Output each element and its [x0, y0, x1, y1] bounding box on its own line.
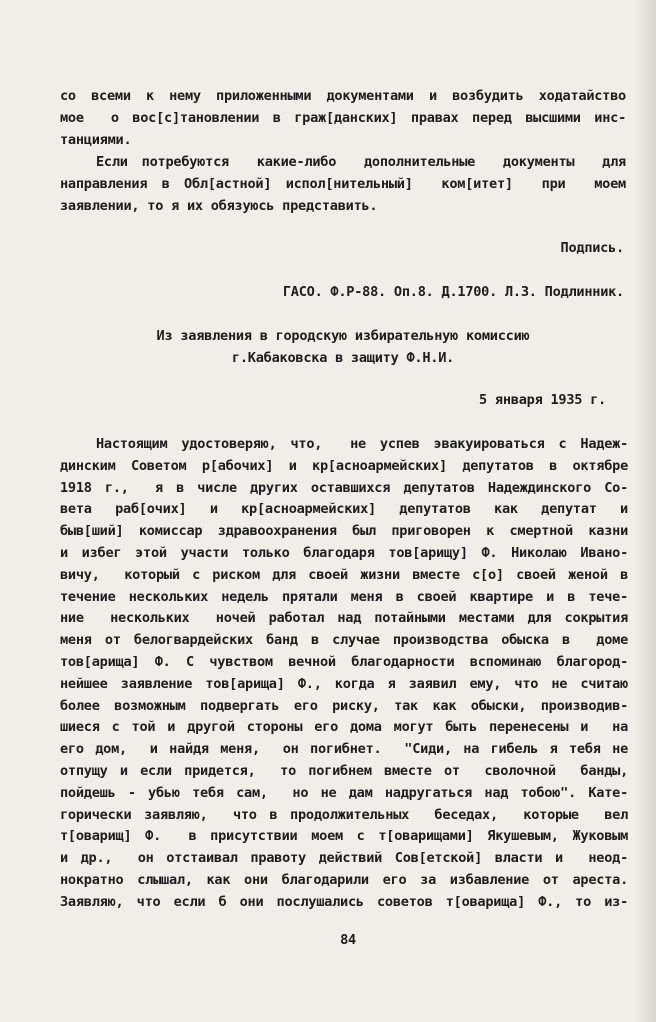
text-line: Настоящим удостоверяю, что, не успев эвакуироваться с Надеж-	[96, 436, 628, 452]
page-edge-shadow	[634, 0, 656, 1022]
text-line: со всеми к нему приложенными документами и возбудить ходатайство	[60, 88, 626, 104]
page-number: 84	[340, 932, 356, 948]
document-date: 5 января 1935 г.	[479, 392, 606, 408]
text-line: более возможным подвергать его риску, так как обыски, производив-	[60, 697, 628, 714]
signature: Подпись.	[560, 240, 624, 256]
text-line: тов[арища] Ф. С чувством вечной благодарности вспоминаю благород-	[60, 654, 628, 670]
text-line: вичу, который с риском для своей жизни вместе с[о] своей женой в	[60, 566, 628, 583]
text-line: и др., он отстаивал правоту действий Сов[етской] власти и неод-	[60, 850, 628, 867]
text-line: течение нескольких недель прятали меня в своей квартире и в тече-	[60, 588, 628, 605]
text-line: нейшее заявление тов[арища] Ф., когда я заявил ему, что не считаю	[60, 675, 628, 692]
paragraph-1	[60, 88, 626, 152]
text-line: ние нескольких ночей работал над потайными местами для сокрытия	[60, 610, 628, 627]
archive-reference: ГАСО. Ф.Р-88. Оп.8. Д.1700. Л.3. Подлинник.	[282, 284, 624, 300]
text-line: отпущу и если придется, то погибнем вместе от сволочной банды,	[60, 763, 628, 779]
text-line: его дом, и найдя меня, он погибнет. "Сиди, на гибель я тебя не	[60, 741, 628, 758]
paragraph-3	[60, 436, 628, 916]
text-line: танциями.	[60, 132, 132, 148]
document-heading	[60, 328, 626, 372]
heading-line-1: Из заявления в городскую избирательную комиссию	[156, 328, 530, 344]
text-line: Если потребуются какие-либо дополнительные документы для	[96, 154, 626, 170]
paragraph-2	[60, 154, 626, 218]
text-line: и избег этой участи только благодаря тов[арищу] Ф. Николаю Ивано-	[60, 545, 628, 561]
text-line: пойдешь - убью тебя сам, но не дам надругаться над тобою". Кате-	[60, 784, 628, 801]
text-line: т[оварищ] Ф. в присутствии моем с т[оварищами] Якушевым, Жуковым	[60, 828, 628, 845]
text-line: динским Советом р[абочих] и кр[асноармейских] депутатов в октябре	[60, 457, 628, 474]
heading-line-2: г.Кабаковска в защиту Ф.Н.И.	[231, 350, 455, 366]
text-line: Заявляю, что если б они послушались советов т[оварища] Ф., то из-	[60, 893, 628, 910]
text-line: заявлении, то я их обязуюсь представить.	[60, 198, 378, 214]
text-line: шиеся с той и другой стороны его дома могут быть перенесены и на	[60, 719, 628, 736]
text-line: 1918 г., я в числе других оставшихся депутатов Надеждинского Со-	[60, 479, 628, 496]
text-line: нократно слышал, как они благодарили его за избавление от ареста.	[60, 872, 628, 888]
text-line: направления в Обл[астной] испол[нительный] ком[итет] при моем	[60, 176, 626, 192]
text-line: мое о вос[с]тановлении в граж[данских] правах перед высшими инс-	[60, 110, 626, 126]
text-line: быв[ший] комиссар здравоохранения был приговорен к смертной казни	[60, 523, 628, 540]
text-line: горически заявляю, что в продолжительных беседах, которые вел	[60, 806, 628, 823]
text-line: меня от белогвардейских банд в случае производства обыска в доме	[60, 632, 628, 649]
text-line: вета раб[очих] и кр[асноармейских] депутатов как депутат и	[60, 501, 628, 518]
